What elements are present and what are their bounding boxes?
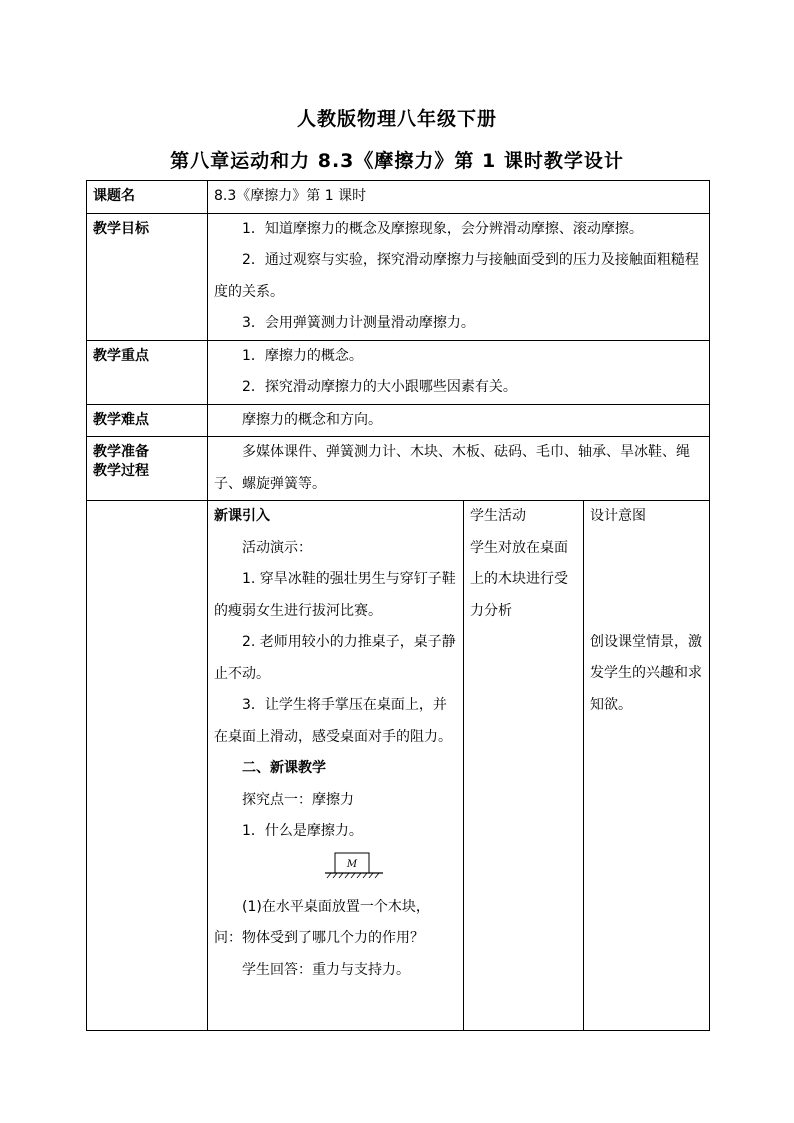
design-intent-cell xyxy=(584,501,710,1031)
difficulty-cell xyxy=(208,404,710,437)
process-row xyxy=(87,501,710,1031)
key-cell xyxy=(208,340,710,404)
topic-label: 课题名 xyxy=(87,181,208,214)
step-1: (1)在水平桌面放置一个木块，问：物体受到了哪几个力的作用？ xyxy=(214,898,430,946)
key-label: 教学重点 xyxy=(87,340,208,404)
goal-item: 1．知道摩擦力的概念及摩擦现象，会分辨滑动摩擦、滚动摩擦。 xyxy=(242,220,643,237)
demo-item: 3．让学生将手掌压在桌面上，并在桌面上滑动，感受桌面对手的阻力。 xyxy=(214,697,452,745)
key-item: 1．摩擦力的概念。 xyxy=(242,347,363,364)
topic-row xyxy=(87,181,710,214)
new-lesson-heading: 二、新课教学 xyxy=(242,760,326,776)
goal-item: 2．通过观察与实验，探究滑动摩擦力与接触面受到的压力及接触面粗糙程度的关系。 xyxy=(214,252,699,300)
topic-value: 8.3《摩擦力》第 1 课时 xyxy=(208,181,710,214)
block-on-table-diagram xyxy=(325,851,387,881)
process-label-text: 教学过程 xyxy=(93,462,149,479)
page-subtitle: 第八章运动和力 8.3《摩擦力》第 1 课时教学设计 xyxy=(170,150,624,172)
goals-cell xyxy=(208,213,710,340)
lesson-plan-table xyxy=(86,180,710,1031)
prep-cell xyxy=(208,437,710,501)
demo-item: 2. 老师用较小的力推桌子，桌子静止不动。 xyxy=(214,634,456,682)
student-answer: 学生回答：重力与支持力。 xyxy=(242,961,410,978)
process-label xyxy=(87,462,208,1031)
design-intent-heading: 设计意图 xyxy=(590,508,646,524)
block-label: M xyxy=(346,858,358,870)
demo-item: 1. 穿旱冰鞋的强壮男生与穿钉子鞋的瘦弱女生进行拔河比赛。 xyxy=(214,571,456,619)
prep-text: 多媒体课件、弹簧测力计、木块、木板、砝码、毛巾、轴承、旱冰鞋、绳子、螺旋弹簧等。 xyxy=(214,444,690,492)
key-item: 2．探究滑动摩擦力的大小跟哪些因素有关。 xyxy=(242,379,517,395)
difficulty-label: 教学难点 xyxy=(87,404,208,437)
page-title: 人教版物理八年级下册 xyxy=(296,108,497,130)
student-activity-heading: 学生活动 xyxy=(470,508,526,524)
explore-point: 探究点一：摩擦力 xyxy=(242,791,354,808)
student-activity-text: 学生对放在桌面上的木块进行受力分析 xyxy=(470,539,568,619)
demo-heading: 活动演示： xyxy=(242,539,312,556)
intro-heading: 新课引入 xyxy=(214,508,270,524)
difficulty-row xyxy=(87,404,710,437)
process-main-cell xyxy=(208,501,464,1031)
difficulty-text: 摩擦力的概念和方向。 xyxy=(242,411,382,428)
design-intent-text: 创设课堂情景，激发学生的兴趣和求知欲。 xyxy=(590,633,702,713)
block-figure xyxy=(214,848,457,892)
question: 1．什么是摩擦力。 xyxy=(242,823,363,839)
key-row xyxy=(87,340,710,404)
student-activity-cell xyxy=(464,501,584,1031)
prep-label: 教学准备 xyxy=(87,437,208,501)
goals-label: 教学目标 xyxy=(87,213,208,340)
goal-item: 3．会用弹簧测力计测量滑动摩擦力。 xyxy=(242,315,475,331)
goals-row xyxy=(87,213,710,340)
